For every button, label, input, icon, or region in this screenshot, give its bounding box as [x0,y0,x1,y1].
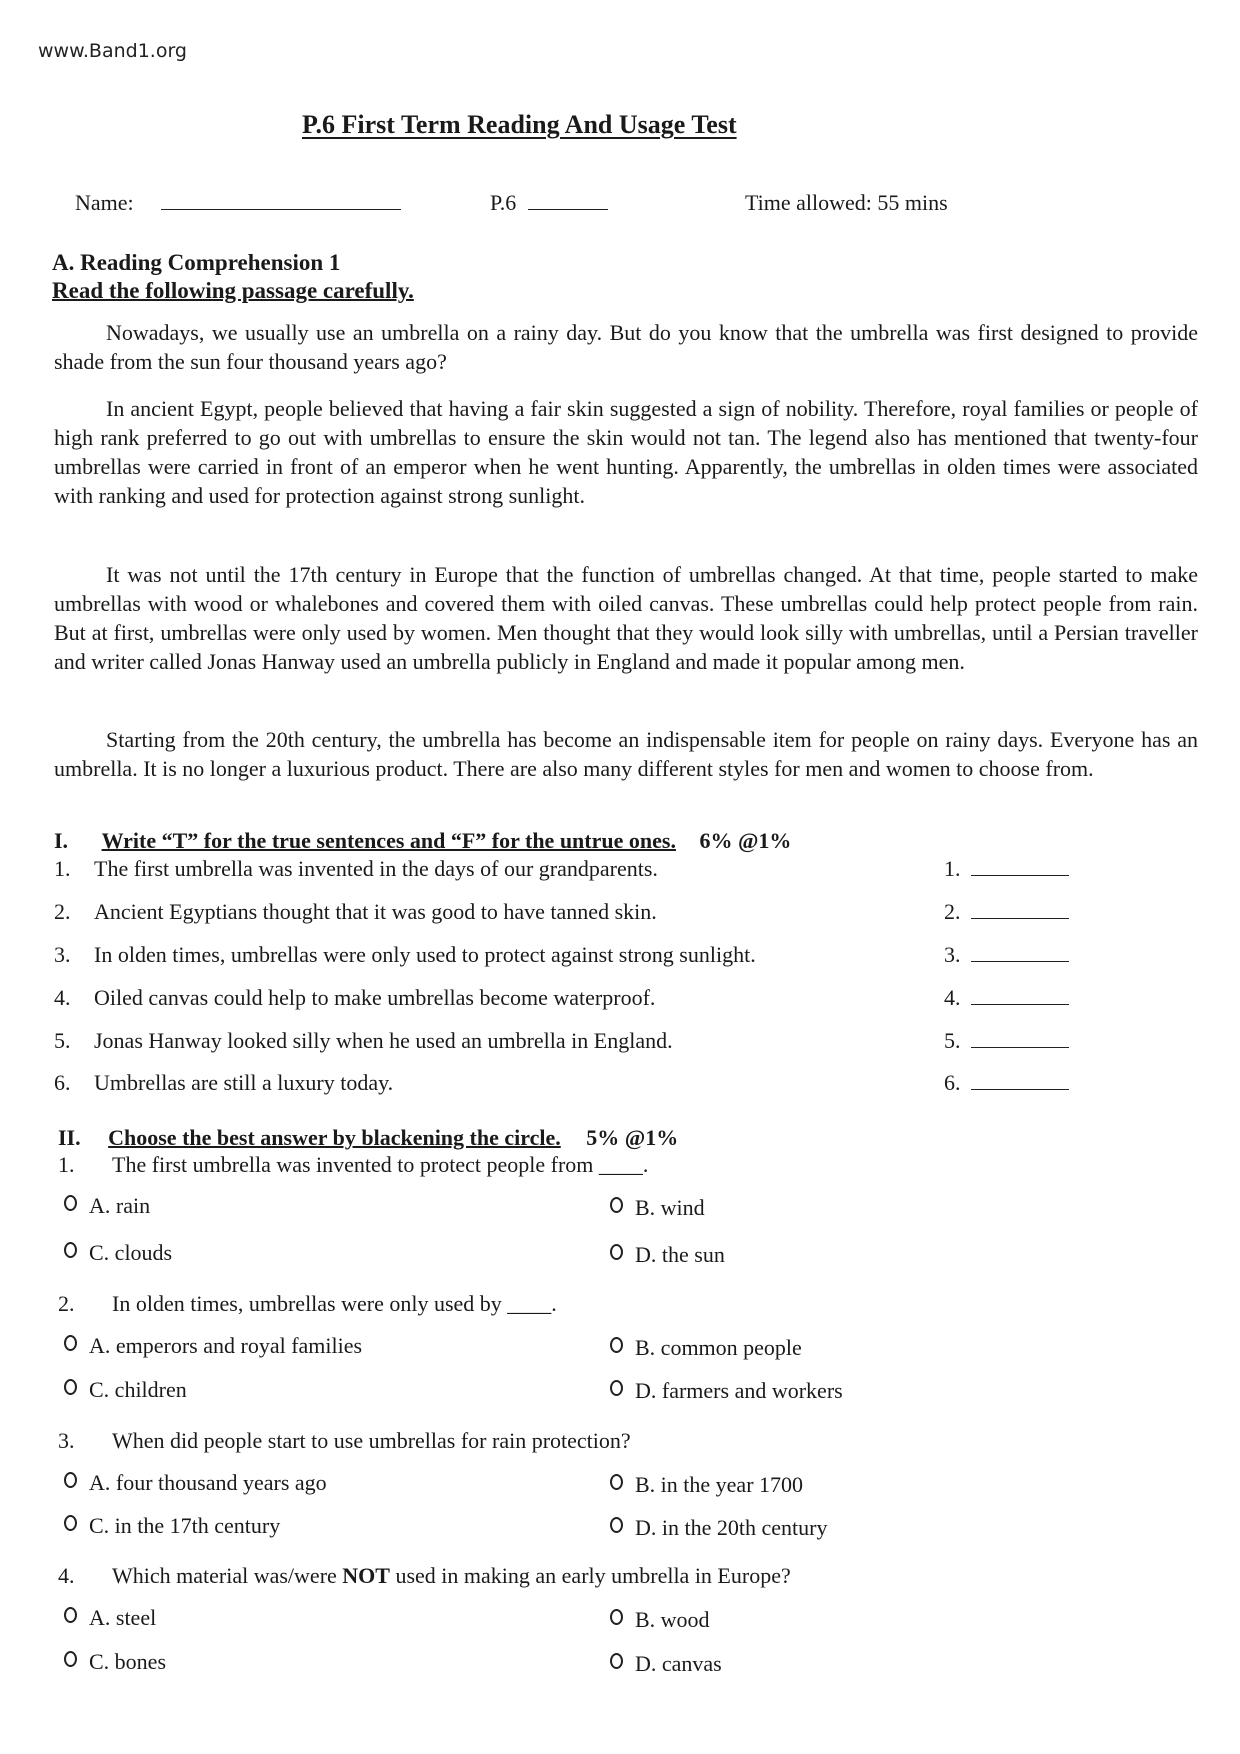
option-d[interactable] [610,1651,722,1677]
option-label: D. in the 20th century [635,1515,828,1540]
item-number: 6. [54,1070,71,1095]
question-text-part: Which material was/were [112,1563,343,1588]
answer-slot[interactable] [944,856,1069,882]
passage-paragraph: In ancient Egypt, people believed that having a fair skin suggested a sign of nobility. Therefore, royal families or people of high rank preferred to go out with umbrellas to ensure the skin would not tan. The legend also has mentioned that twenty-four umbrellas were carried in front of an emperor when he went hunting. Apparently, the umbrellas in olden times were associated with ranking and used for protection against strong sunlight. [54,396,1198,508]
option-c[interactable] [64,1240,172,1266]
website-watermark: www.Band1.org [38,40,187,62]
tf-item [54,1070,1084,1100]
tf-item [54,985,1084,1015]
name-label: Name: [75,190,134,215]
item-text: Oiled canvas could help to make umbrellas become waterproof. [94,985,656,1010]
question-emphasis: NOT [342,1563,390,1588]
answer-slot[interactable] [944,899,1069,925]
option-label: C. clouds [89,1240,173,1265]
answer-number: 2. [944,899,961,924]
part-1-marks: 6% @1% [699,828,792,853]
option-label: A. steel [89,1605,157,1630]
section-a-instruction: Read the following passage carefully. [52,278,414,303]
circle-icon[interactable] [64,1379,77,1395]
option-label: A. four thousand years ago [89,1470,327,1495]
item-text: Umbrellas are still a luxury today. [94,1070,394,1095]
option-a[interactable] [64,1193,150,1219]
page-title: P.6 First Term Reading And Usage Test [302,110,737,139]
answer-number: 5. [944,1028,961,1053]
option-b[interactable] [610,1607,710,1633]
circle-icon[interactable] [64,1472,77,1488]
passage-paragraph: Nowadays, we usually use an umbrella on a rainy day. But do you know that the umbrella was first designed to provide shade from the sun four thousand years ago? [54,320,1198,374]
answer-number: 1. [944,856,961,881]
option-label: B. common people [635,1335,802,1360]
option-label: D. farmers and workers [635,1378,843,1403]
answer-blank[interactable] [971,1047,1069,1048]
item-number: 3. [54,942,71,967]
item-number: 2. [54,899,71,924]
circle-icon[interactable] [64,1607,77,1623]
circle-icon[interactable] [64,1242,77,1258]
option-label: B. wood [635,1607,710,1632]
name-blank[interactable] [161,209,401,210]
question-number: 2. [58,1291,75,1316]
part-2-heading [58,1125,678,1151]
class-field [490,190,608,216]
passage-paragraph: Starting from the 20th century, the umbrella has become an indispensable item for people on rainy days. Everyone has an umbrella. It is no longer a luxurious product. There are also many different styles for men and women to choose from. [54,727,1198,781]
circle-icon[interactable] [610,1197,623,1213]
item-text: Ancient Egyptians thought that it was good to have tanned skin. [94,899,657,924]
answer-number: 6. [944,1070,961,1095]
part-1-instruction: Write “T” for the true sentences and “F” for the untrue ones. [101,828,676,853]
answer-number: 4. [944,985,961,1010]
circle-icon[interactable] [610,1380,623,1396]
circle-icon[interactable] [64,1651,77,1667]
passage-paragraph: It was not until the 17th century in Europe that the function of umbrellas changed. At that time, people started to make umbrellas with wood or whalebones and covered them with oiled canvas. These umbrellas could help protect people from rain. But at first, umbrellas were only used by women. Men thought that they would look silly with umbrellas, until a Persian traveller and writer called Jonas Hanway used an umbrella publicly in England and made it popular among men. [54,562,1198,674]
option-label: C. bones [89,1649,166,1674]
question-text: When did people start to use umbrellas for rain protection? [112,1428,631,1453]
option-label: A. emperors and royal families [89,1333,363,1358]
question-number: 1. [58,1152,75,1177]
circle-icon[interactable] [610,1517,623,1533]
question-number: 4. [58,1563,75,1588]
option-label: D. the sun [635,1242,725,1267]
answer-blank[interactable] [971,918,1069,919]
question-text: In olden times, umbrellas were only used by ____. [112,1291,557,1316]
answer-slot[interactable] [944,1028,1069,1054]
question-text-part: used in making an early umbrella in Europe? [389,1563,791,1588]
section-a-heading: A. Reading Comprehension 1 [52,250,341,275]
tf-item [54,856,1084,886]
item-text: In olden times, umbrellas were only used to protect against strong sunlight. [94,942,756,967]
circle-icon[interactable] [610,1337,623,1353]
option-c[interactable] [64,1377,187,1403]
option-a[interactable] [64,1333,362,1359]
option-b[interactable] [610,1472,803,1498]
part-1-heading [54,828,791,854]
part-2-instruction: Choose the best answer by blackening the circle. [108,1125,561,1150]
item-number: 5. [54,1028,71,1053]
circle-icon[interactable] [610,1244,623,1260]
option-d[interactable] [610,1242,725,1268]
option-label: C. children [89,1377,187,1402]
option-label: D. canvas [635,1651,722,1676]
question-number: 3. [58,1428,75,1453]
answer-number: 3. [944,942,961,967]
circle-icon[interactable] [610,1609,623,1625]
option-b[interactable] [610,1195,705,1221]
tf-item [54,899,1084,929]
option-d[interactable] [610,1378,843,1404]
option-label: B. in the year 1700 [635,1472,804,1497]
circle-icon[interactable] [610,1474,623,1490]
option-label: B. wind [635,1195,705,1220]
circle-icon[interactable] [64,1515,77,1531]
tf-item [54,942,1084,972]
question-text [112,1563,791,1589]
item-number: 1. [54,856,71,881]
option-label: C. in the 17th century [89,1513,281,1538]
part-2-numeral: II. [58,1125,81,1150]
answer-blank[interactable] [971,1004,1069,1005]
circle-icon[interactable] [64,1195,77,1211]
item-number: 4. [54,985,71,1010]
option-d[interactable] [610,1515,827,1541]
option-b[interactable] [610,1335,802,1361]
answer-blank[interactable] [971,961,1069,962]
option-label: A. rain [89,1193,151,1218]
time-allowed: Time allowed: 55 mins [745,190,948,215]
name-field [75,190,401,216]
option-c[interactable] [64,1649,166,1675]
answer-slot[interactable] [944,1070,1069,1096]
circle-icon[interactable] [610,1653,623,1669]
circle-icon[interactable] [64,1335,77,1351]
item-text: Jonas Hanway looked silly when he used an umbrella in England. [94,1028,673,1053]
part-1-numeral: I. [54,828,69,853]
tf-item [54,1028,1084,1058]
part-2-marks: 5% @1% [586,1125,679,1150]
item-text: The first umbrella was invented in the days of our grandparents. [94,856,658,881]
question-text: The first umbrella was invented to protect people from ____. [112,1152,649,1177]
answer-blank[interactable] [971,875,1069,876]
option-a[interactable] [64,1605,156,1631]
option-a[interactable] [64,1470,327,1496]
answer-slot[interactable] [944,985,1069,1011]
option-c[interactable] [64,1513,280,1539]
class-blank[interactable] [528,209,608,210]
answer-slot[interactable] [944,942,1069,968]
class-label: P.6 [490,190,517,215]
answer-blank[interactable] [971,1089,1069,1090]
